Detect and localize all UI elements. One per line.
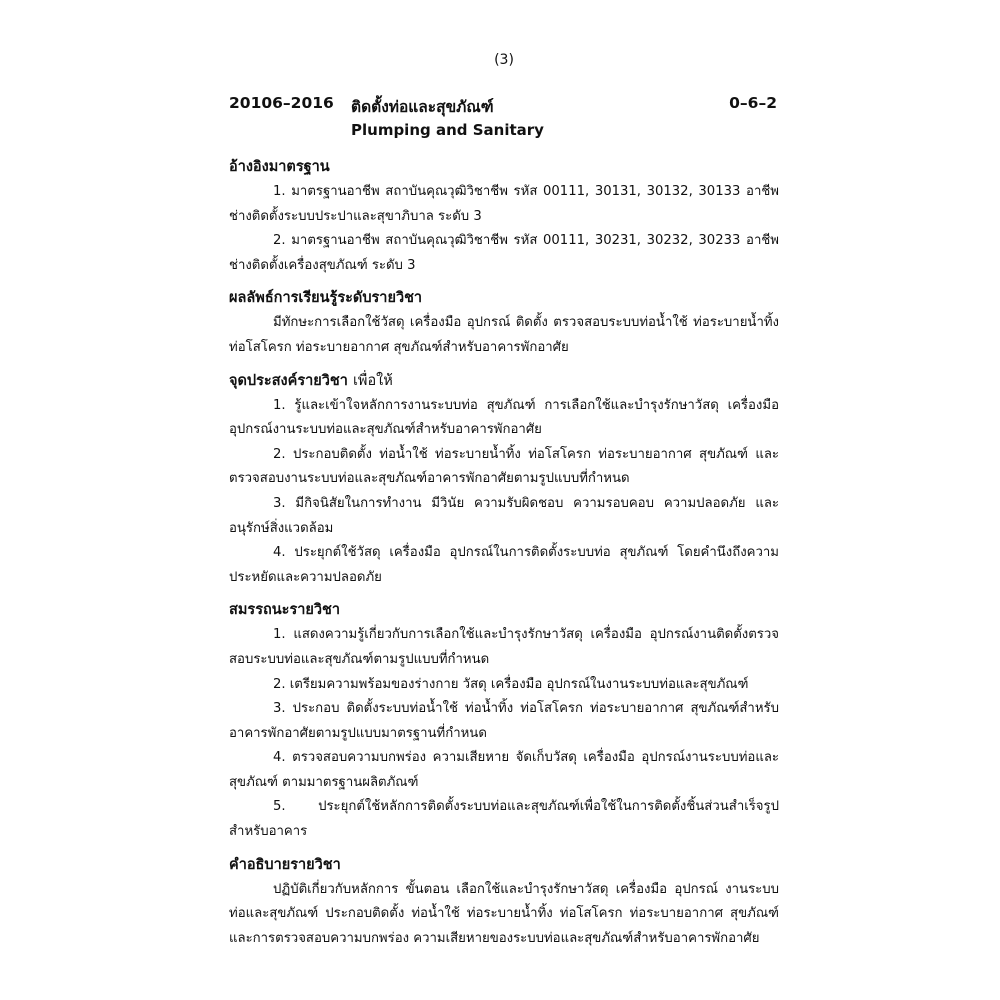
list-item: 5. ประยุกต์ใช้หลักการติดตั้งระบบท่อและสุขภัณฑ์เพื่อใช้ในการติดตั้งชิ้นส่วนสำเร็จรูปสำหรับอาคาร (229, 799, 779, 840)
section-learning-outcome (229, 285, 779, 360)
list-item: 4. ตรวจสอบความบกพร่อง ความเสียหาย จัดเก็บวัสดุ เครื่องมือ อุปกรณ์งานระบบท่อและสุขภัณฑ์ ตามมาตรฐานผลิตภัณฑ์ (229, 750, 779, 790)
paragraph: ปฏิบัติเกี่ยวกับหลักการ ขั้นตอน เลือกใช้และบำรุงรักษาวัสดุ เครื่องมือ อุปกรณ์ งานระบบท่อและสุขภัณฑ์ ประกอบติดตั้ง ท่อน้ำใช้ ท่อระบายน้ำทิ้ง ท่อโสโครก ท่อระบายอากาศ สุขภัณฑ์ และการตรวจสอบความบกพร่อง ความเสียหายของระบบท่อและสุขภัณฑ์สำหรับอาคารพักอาศัย (229, 881, 779, 946)
course-title-english: Plumping and Sanitary (351, 121, 544, 139)
course-sections (229, 154, 779, 958)
course-header (229, 94, 779, 146)
course-title-thai: ติดตั้งท่อและสุขภัณฑ์ (351, 98, 494, 116)
section-heading: จุดประสงค์รายวิชา (229, 372, 348, 389)
list-item: 3. ประกอบ ติดตั้งระบบท่อน้ำใช้ ท่อน้ำทิ้ง ท่อโสโครก ท่อระบายอากาศ สุขภัณฑ์สำหรับอาคารพักอาศัยตามรูปแบบมาตรฐานที่กำหนด (229, 701, 779, 741)
list-item: 3. มีกิจนิสัยในการทำงาน มีวินัย ความรับผิดชอบ ความรอบคอบ ความปลอดภัย และอนุรักษ์สิ่งแวดล้อม (229, 495, 779, 536)
course-credits: 0–6–2 (729, 94, 777, 112)
course-code: 20106–2016 (229, 94, 334, 112)
list-item: 2. ประกอบติดตั้ง ท่อน้ำใช้ ท่อระบายน้ำทิ้ง ท่อโสโครก ท่อระบายอากาศ สุขภัณฑ์ และตรวจสอบงานระบบท่อและสุขภัณฑ์อาคารพักอาศัยตามรูปแบบที่กำหนด (229, 446, 779, 487)
section-heading: ผลลัพธ์การเรียนรู้ระดับรายวิชา (229, 290, 423, 307)
list-item: 1. มาตรฐานอาชีพ สถาบันคุณวุฒิวิชาชีพ รหัส 00111, 30131, 30132, 30133 อาชีพช่างติดตั้งระบบประปาและสุขาภิบาล ระดับ 3 (229, 184, 779, 224)
paragraph: มีทักษะการเลือกใช้วัสดุ เครื่องมือ อุปกรณ์ ติดตั้ง ตรวจสอบระบบท่อน้ำใช้ ท่อระบายน้ำทิ้ง ท่อโสโครก ท่อระบายอากาศ สุขภัณฑ์สำหรับอาคารพักอาศัย (229, 315, 779, 355)
list-item: 1. รู้และเข้าใจหลักการงานระบบท่อ สุขภัณฑ์ การเลือกใช้และบำรุงรักษาวัสดุ เครื่องมือ อุปกรณ์งานระบบท่อและสุขภัณฑ์สำหรับอาคารพักอาศัย (229, 397, 779, 438)
section-heading: สมรรถนะรายวิชา (229, 602, 341, 619)
list-item: 4. ประยุกต์ใช้วัสดุ เครื่องมือ อุปกรณ์ในการติดตั้งระบบท่อ สุขภัณฑ์ โดยคำนึงถึงความประหยัดและความปลอดภัย (229, 545, 779, 585)
section-course-description (229, 852, 779, 952)
section-heading: อ้างอิงมาตรฐาน (229, 159, 330, 175)
section-objectives (229, 368, 779, 591)
section-heading: คำอธิบายรายวิชา (229, 856, 341, 873)
list-item: 2. มาตรฐานอาชีพ สถาบันคุณวุฒิวิชาชีพ รหัส 00111, 30231, 30232, 30233 อาชีพช่างติดตั้งเครื่องสุขภัณฑ์ ระดับ 3 (229, 233, 779, 273)
list-item: 1. แสดงความรู้เกี่ยวกับการเลือกใช้และบำรุงรักษาวัสดุ เครื่องมือ อุปกรณ์งานติดตั้งตรวจสอบระบบท่อและสุขภัณฑ์ตามรูปแบบที่กำหนด (229, 627, 779, 667)
section-reference-standards (229, 154, 779, 278)
document-page (229, 0, 779, 1000)
section-heading-suffix: เพื่อให้ (352, 372, 393, 389)
page-number: (3) (494, 52, 514, 68)
section-heading-row (229, 368, 779, 394)
section-competencies (229, 597, 779, 844)
list-item: 2. เตรียมความพร้อมของร่างกาย วัสดุ เครื่องมือ อุปกรณ์ในงานระบบท่อและสุขภัณฑ์ (273, 676, 749, 692)
